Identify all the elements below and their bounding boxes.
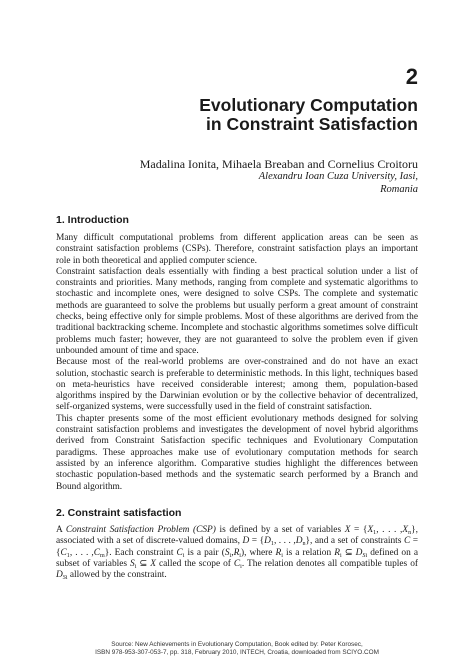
section-heading-introduction: 1. Introduction [56, 214, 129, 226]
intro-paragraph: Because most of the real-world problems are over-constrained and do not have an exact solution, stochastic search is preferable to deterministic methods. In this light, techniques based on meta-heuristics have received considerable interest; among them, population-based algorithms inspired by the Darwinian evolution or by the collective behavior of decentralized, self-organized systems, were successfully used in the field of constraint satisfaction. [56, 357, 418, 413]
chapter-title-line2: in Constraint Satisfaction [206, 114, 418, 134]
source-line2: ISBN 978-953-307-053-7, pp. 318, February 2010, INTECH, Croatia, downloaded from SCIYO.COM [95, 649, 379, 656]
intro-paragraph: Many difficult computational problems from different application areas can be seen as constraint satisfaction problems (CSPs). Therefore, constraint satisfaction plays an important role in both theoretical and applied computer science. [56, 233, 418, 266]
affiliation-line2: Romania [380, 183, 418, 195]
constraint-satisfaction-body [56, 525, 418, 581]
intro-paragraph: Constraint satisfaction deals essentially with finding a best practical solution under a list of constraints and priorities. Many methods, ranging from complete and systematic algorithms to stochastic and incomplete ones, were designed to solve CSPs. The complete and systematic methods are guaranteed to solve the problems but usually perform a great amount of constraint checks, being effective only for simple problems. Most of these algorithms are derived from the traditional backtracking scheme. Incomplete and stochastic algorithms sometimes solve difficult problems much faster; however, they are not guaranteed to solve the problem even if given unbounded amount of time and space. [56, 266, 418, 356]
csp-definition-paragraph: A Constraint Satisfaction Problem (CSP) is defined by a set of variables $X = \{X_1$, . . . $,X_n$}, associated with a set of discrete-valued domains, $D = \{D_1$, . . . $,D_n$}, and a set of constraints $C = \{C_1$, . . . $,C_m$}. Each constraint $C_i$ is a pair $(S_i,R_i)$, where $R_i$ is a relation $R_i$ ⊆ $D_{Si}$ defined on a subset of variables $S_i$ ⊆ X called the scope of $C_i$. The relation denotes all compatible tuples of $D_{Si}$ allowed by the constraint. [56, 525, 419, 582]
chapter-number: 2 [405, 64, 418, 89]
authors-block [140, 157, 418, 196]
source-line1: Source: New Achievements in Evolutionary Computation, Book edited by: Peter Korosec, [111, 641, 363, 648]
affiliation-line1: Alexandru Ioan Cuza University, Iasi, [258, 171, 418, 182]
section-heading-constraint-satisfaction: 2. Constraint satisfaction [56, 507, 182, 519]
chapter-title-line1: Evolutionary Computation [199, 95, 418, 115]
chapter-title [199, 96, 418, 134]
intro-paragraph: This chapter presents some of the most efficient evolutionary methods designed for solving constraint satisfaction problems and investigates the development of novel hybrid algorithms derived from Constraint Satisfaction specific techniques and Evolutionary Computation paradigms. These approaches make use of evolutionary computation methods for search assisted by an inference algorithm. Comparative studies highlight the differences between stochastic population-based methods and the systematic search performed by a Branch and Bound algorithm. [56, 413, 418, 492]
author-names: Madalina Ionita, Mihaela Breaban and Cornelius Croitoru [139, 157, 418, 171]
source-footnote [56, 641, 418, 657]
introduction-body [56, 233, 418, 493]
